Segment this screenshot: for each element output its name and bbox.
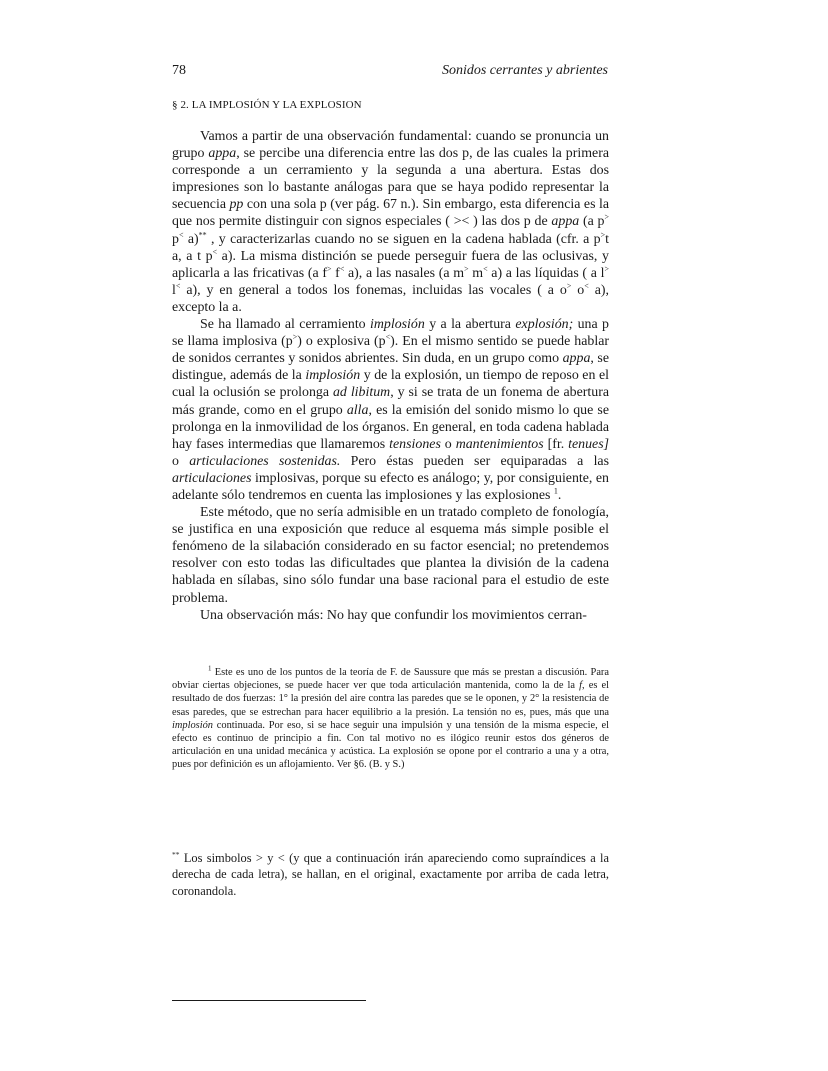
paragraph-4-text: Una observación más: No hay que confundir los movimientos cerran- — [200, 607, 587, 623]
paragraph-3 — [172, 504, 609, 607]
translator-note-marker: ** — [172, 849, 180, 859]
footnote-marker: 1 — [208, 664, 212, 673]
section-heading: § 2. LA IMPLOSIÓN Y LA EXPLOSION — [172, 99, 362, 111]
translator-note-text: Los simbolos > y < (y que a continuación irán apareciendo como supraíndices a la derecha de cada letra), se hallan, en el original, exactamente por arriba de cada letra, coronandola. — [172, 851, 609, 898]
footnote-rule — [172, 1000, 366, 1001]
translator-note — [172, 850, 609, 899]
paragraph-2 — [172, 316, 609, 504]
footnote-1 — [172, 666, 609, 772]
paragraph-1-text: Vamos a partir de una observación fundamental: cuando se pronuncia un grupo appa, se percibe una diferencia entre las dos p, de las cuales la primera corresponde a un cerramiento y la segunda a una abertura. Estas dos impresiones son lo bastante análogas para que se haya podido representar la secuencia pp con una sola p (ver pág. 67 n.). Sin embargo, esta diferencia es la que nos permite distinguir con signos especiales ( >< ) las dos p de appa (a p> p< a)** , y caracterizarlas cuando no se siguen en la cadena hablada (cfr. a p>t a, a t p< a). La misma distinción se puede perseguir fuera de las oclusivas, y aplicarla a las fricativas (a f> f< a), a las nasales (a m> m< a) a las líquidas ( a l> l< a), y en general a todos los fonemas, incluidas las vocales ( a o> o< a), excepto la a. — [172, 129, 610, 315]
running-title: Sonidos cerrantes y abrientes — [441, 63, 608, 78]
page-number: 78 — [172, 63, 186, 78]
paragraph-4 — [172, 607, 609, 624]
paragraph-1 — [172, 128, 609, 316]
footnote-text: Este es uno de los puntos de la teoría de F. de Saussure que más se prestan a discusión. Para obviar ciertas objeciones, se puede hacer ver que toda articulación mantenida, como la de la f, es el resultado de dos fuerzas: 1° la presión del aire contra las paredes que se le oponen, y 2° la resistencia de esas paredes, que se estrechan para hacer equilibrio a la presión. La tensión no es, pues, más que una implosión continuada. Por eso, si se hace seguir una impulsión y una tensión de la misma especie, el efecto es continuo de principio a fin. Con tal motivo no es ilógico reunir estos dos géneros de articulación en una unidad mecánica y acústica. La explosión se opone por el contrario a una y a otra, pues por definición es un aflojamiento. Ver §6. (B. y S.) — [172, 667, 610, 771]
paragraph-3-text: Este método, que no sería admisible en un tratado completo de fonología, se justifica en una exposición que reduce al esquema más simple posible el fenómeno de la silabación considerado en su factor esencial; no pretendemos resolver con esto todas las dificultades que plantea la división de la cadena hablada en sílabas, sino sólo fundar una base racional para el estudio de este problema. — [172, 505, 609, 606]
paragraph-2-text: Se ha llamado al cerramiento implosión y a la abertura explosión; una p se llama implosiva (p>) o explosiva (p<). En el mismo sentido se puede hablar de sonidos cerrantes y sonidos abrientes. Sin duda, en un grupo como appa, se distingue, además de la implosión y de la explosión, un tiempo de reposo en el cual la oclusión se prolonga ad libitum, y si se trata de un fonema de abertura más grande, como en el grupo alla, es la emisión del sonido mismo lo que se prolonga en la inmovilidad de los órganos. En general, en toda cadena hablada hay fases intermedias que llamaremos tensiones o mantenimientos [fr. tenues] o articulaciones sostenidas. Pero éstas pueden ser equiparadas a las articulaciones implosivas, porque su efecto es análogo; y, por consiguiente, en adelante sólo tendremos en cuenta las implosiones y las explosiones $^1$. — [172, 317, 610, 503]
body-text — [172, 128, 609, 624]
